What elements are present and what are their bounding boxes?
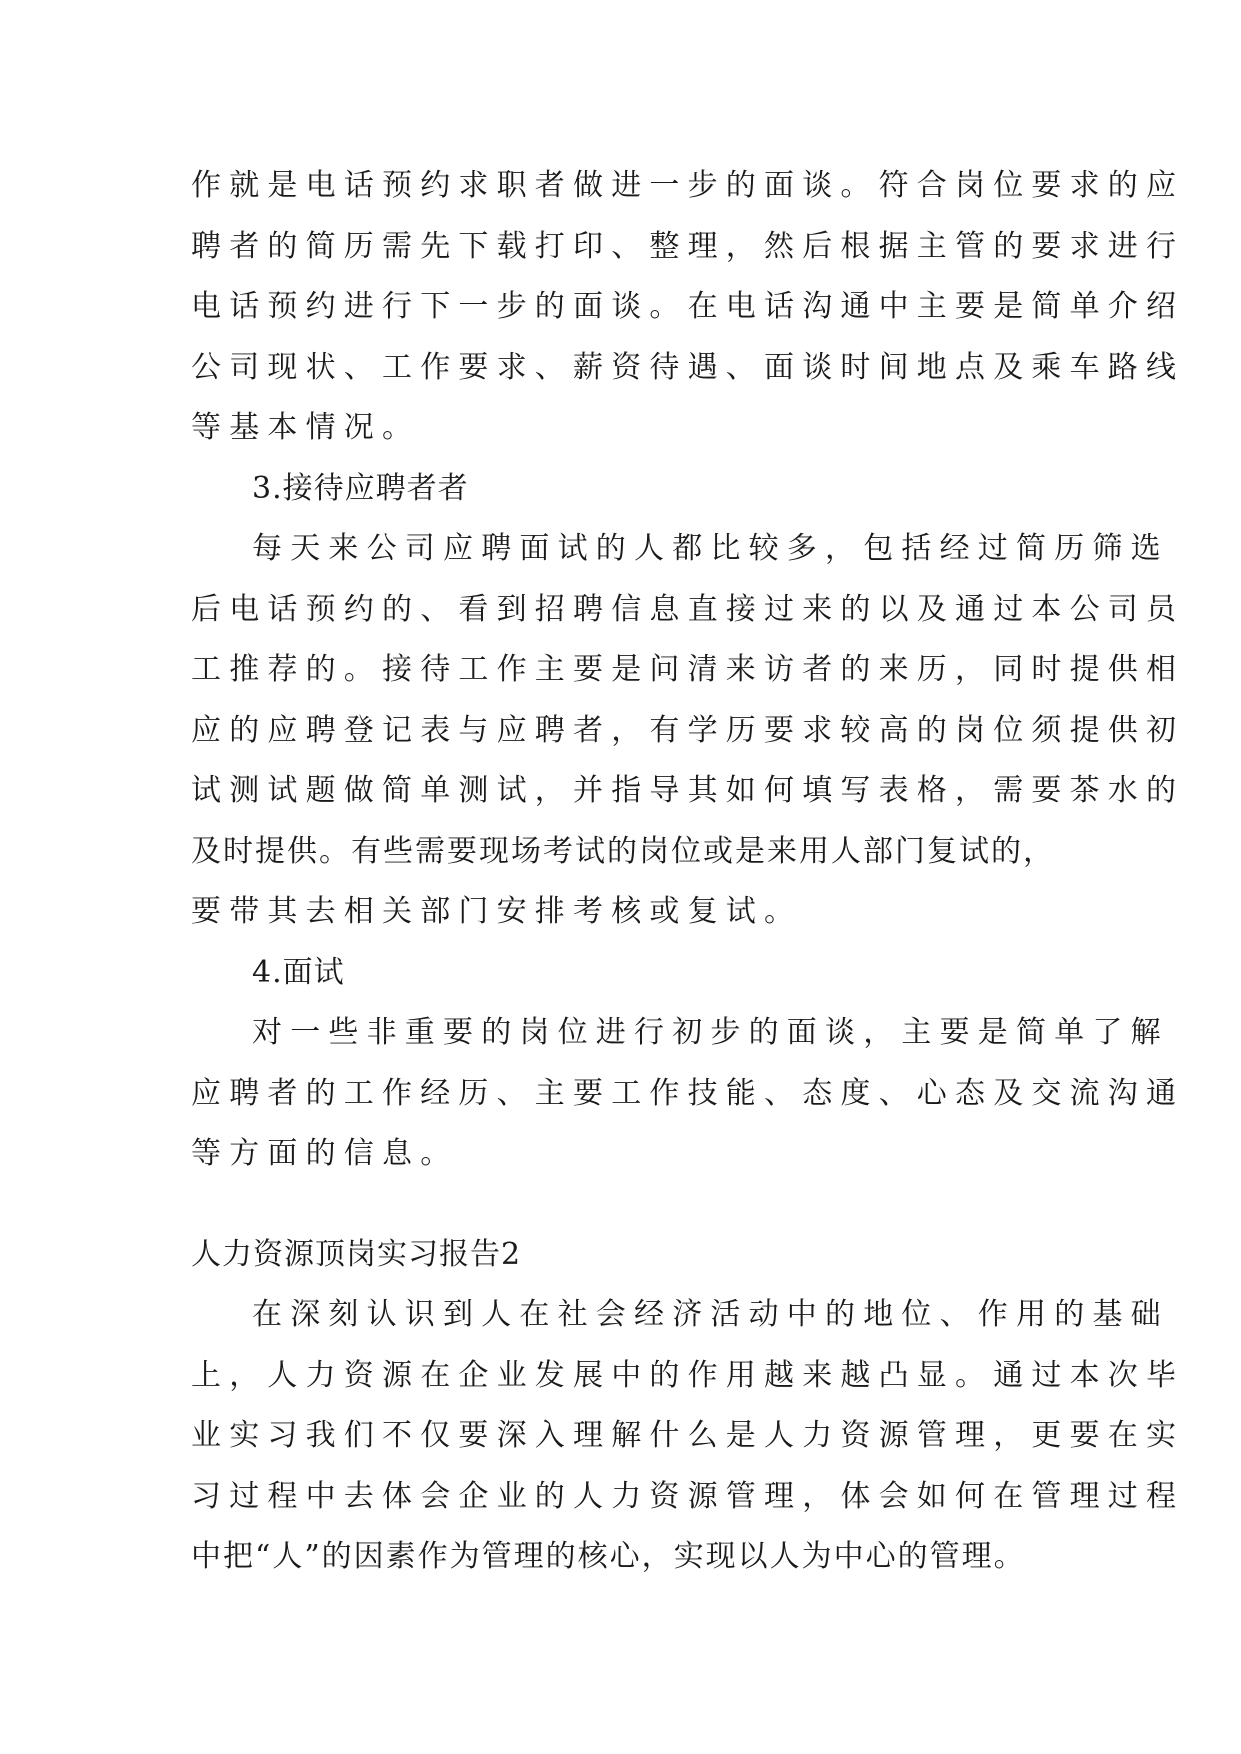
text-line: 后电话预约的、看到招聘信息直接过来的以及通过本公司员 [191,592,1185,627]
text-line: 试测试题做简单测试，并指导其如何填写表格，需要茶水的 [191,773,1185,808]
text-line: 中把“人”的因素作为管理的核心，实现以人为中心的管理。 [191,1539,1026,1574]
text-line: 工推荐的。接待工作主要是问清来访者的来历，同时提供相 [191,652,1185,687]
text-line: 业实习我们不仅要深入理解什么是人力资源管理，更要在实 [191,1418,1185,1453]
text-line: 要带其去相关部门安排考核或复试。 [191,894,803,929]
text-line: 上，人力资源在企业发展中的作用越来越凸显。通过本次毕 [191,1358,1185,1393]
text-line: 公司现状、工作要求、薪资待遇、面谈时间地点及乘车路线 [191,350,1185,385]
text-line: 习过程中去体会企业的人力资源管理，体会如何在管理过程 [191,1479,1185,1514]
text-line: 应的应聘登记表与应聘者，有学历要求较高的岗位须提供初 [191,713,1185,748]
text-line: 应聘者的工作经历、主要工作技能、态度、心态及交流沟通 [191,1076,1185,1111]
text-line: 对一些非重要的岗位进行初步的面谈，主要是简单了解 [252,1015,1169,1050]
report-title: 人力资源顶岗实习报告2 [191,1237,522,1272]
text-line: 聘者的简历需先下载打印、整理，然后根据主管的要求进行 [191,229,1185,264]
text-line: 及时提供。有些需要现场考试的岗位或是来用人部门复试的， [191,834,1055,869]
text-line: 电话预约进行下一步的面谈。在电话沟通中主要是简单介绍 [191,289,1185,324]
text-line: 等基本情况。 [191,410,421,445]
section-heading: 4.面试 [252,955,345,990]
text-line: 作就是电话预约求职者做进一步的面谈。符合岗位要求的应 [191,168,1185,203]
text-line: 等方面的信息。 [191,1136,459,1171]
text-line: 每天来公司应聘面试的人都比较多，包括经过简历筛选 [252,531,1169,566]
section-heading: 3.接待应聘者者 [252,471,469,506]
text-line: 在深刻认识到人在社会经济活动中的地位、作用的基础 [252,1297,1169,1332]
